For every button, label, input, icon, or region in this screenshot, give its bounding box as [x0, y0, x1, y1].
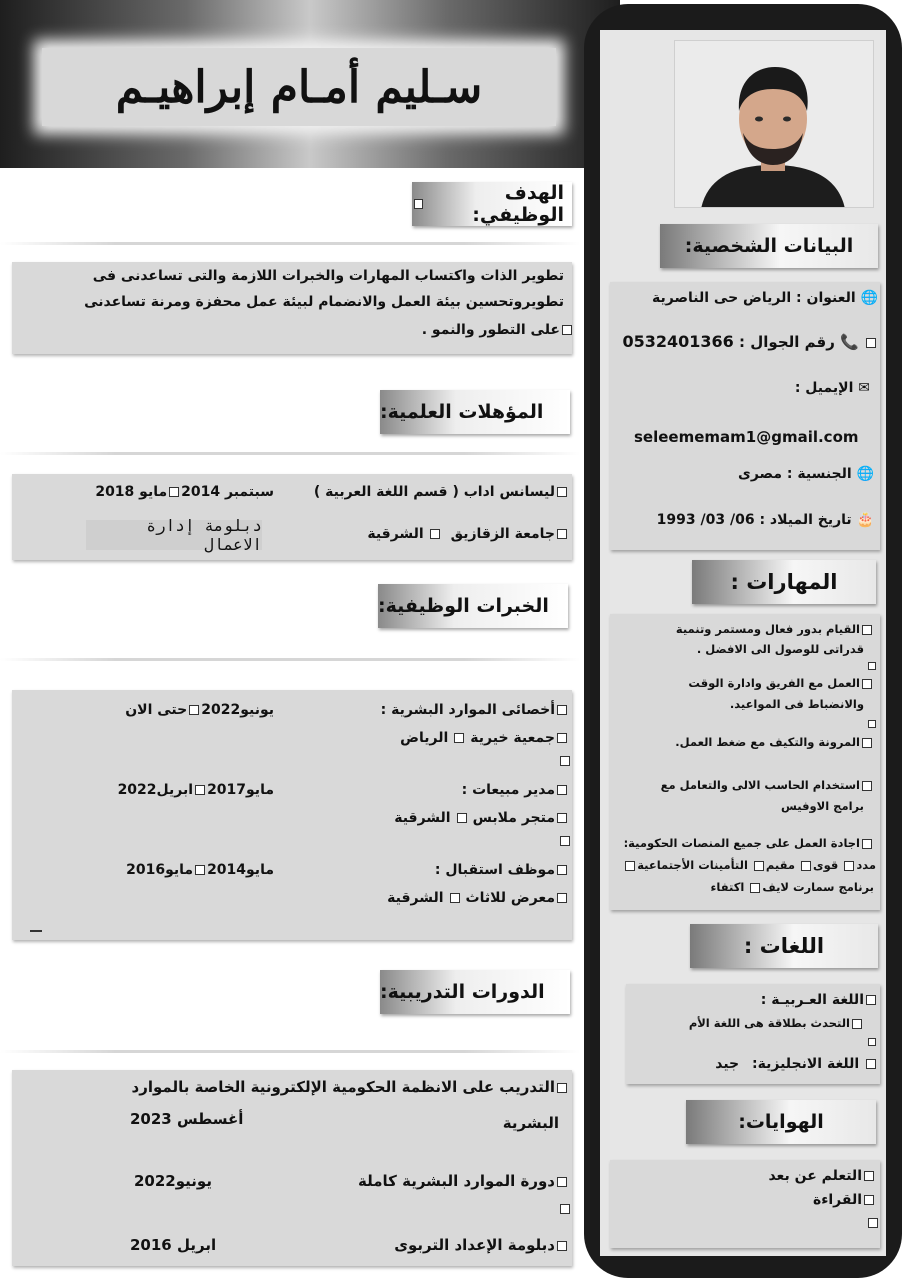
- checkbox-icon: [844, 861, 854, 871]
- degree-text: ليسانس اداب ( قسم اللغة العربية ): [313, 484, 555, 500]
- job-org: معرض للاثاث: [465, 890, 555, 906]
- checkbox-icon: [801, 861, 811, 871]
- course-name-cont: البشرية: [502, 1114, 559, 1132]
- english-level: جيد: [715, 1056, 740, 1072]
- platform-name: مدد: [856, 858, 876, 872]
- job-from: مايو2014: [207, 862, 274, 878]
- checkbox-icon: [862, 738, 872, 748]
- personal-info-title-text: البيانات الشخصية:: [684, 235, 854, 257]
- objective-title-text: الهدف الوظيفي:: [472, 182, 564, 226]
- english-row: [715, 1056, 878, 1072]
- checkbox-icon: [557, 785, 567, 795]
- dash-mark: [30, 930, 42, 932]
- courses-title: [380, 970, 570, 1014]
- checkbox-icon: [868, 1038, 876, 1046]
- name-plate: [42, 48, 556, 126]
- email-row: [795, 380, 870, 396]
- phone-label: رقم الجوال :: [739, 333, 835, 351]
- objective-line: تطوير الذات واكتساب المهارات والخبرات اللازمة والتى تساعدنى فى: [92, 268, 564, 284]
- checkbox-icon: [862, 839, 872, 849]
- skill-text: اجادة العمل على جميع المنصات الحكومية:: [623, 836, 860, 850]
- arabic-note: التحدث بطلاقة هى اللغة الأم: [688, 1016, 850, 1030]
- job-org-row: [400, 730, 569, 746]
- checkbox-icon: [866, 995, 876, 1005]
- objective-line: تطويروتحسين بيئة العمل والانضمام لبيئة عمل محفزة ومرنة تساعدنى: [84, 294, 564, 310]
- course-date: يونيو2022: [134, 1172, 212, 1190]
- job-city: الشرقية: [387, 890, 444, 906]
- checkbox-icon: [750, 883, 760, 893]
- checkbox-icon: [560, 1204, 570, 1214]
- platform-name: التأمينات الأجتماعية: [637, 858, 748, 872]
- job-to: حتى الان: [125, 702, 188, 718]
- checkbox-icon: [169, 487, 179, 497]
- job-to: مايو2016: [126, 862, 194, 878]
- skills-title-text: المهارات :: [730, 570, 838, 594]
- dob-row: [657, 512, 874, 528]
- checkbox-icon: [457, 813, 467, 823]
- checkbox-icon: [557, 487, 567, 497]
- hobbies-title: [686, 1100, 876, 1144]
- skill-text: المرونة والتكيف مع ضغط العمل.: [675, 735, 860, 749]
- checkbox-icon: [864, 1195, 874, 1205]
- job-period: [125, 702, 274, 718]
- profile-photo: [674, 40, 874, 208]
- objective-line-last: [422, 322, 574, 338]
- checkbox-icon: [868, 662, 876, 670]
- skill-item: [661, 778, 874, 792]
- checkbox-icon: [557, 733, 567, 743]
- courses-title-text: الدورات التدريبية:: [380, 981, 545, 1003]
- skill-item: [624, 836, 874, 850]
- skill-text: العمل مع الفريق وادارة الوقت: [688, 676, 860, 690]
- skill-text: قدراتى للوصول الى الافضل .: [696, 642, 864, 656]
- skill-item: [676, 622, 874, 636]
- nationality-label: الجنسية :: [786, 466, 852, 482]
- course-row: [394, 1236, 569, 1254]
- university-city: الشرقية: [367, 526, 424, 542]
- email-value: seleememam1@gmail.com: [634, 428, 859, 446]
- checkbox-icon: [866, 1059, 876, 1069]
- checkbox-icon: [562, 325, 572, 335]
- globe-icon: 🌐: [860, 290, 878, 306]
- divider: [0, 242, 580, 245]
- job-role: مدير مبيعات :: [461, 782, 555, 798]
- job-org-row: [387, 890, 569, 906]
- job-org: متجر ملابس: [472, 810, 555, 826]
- job-role-row: [462, 782, 569, 798]
- job-org-row: [394, 810, 569, 826]
- candidate-name: سـليم أمـام إبراهيـم: [115, 61, 483, 113]
- phone-icon: 📞: [840, 333, 859, 351]
- job-to: ابريل2022: [117, 782, 194, 798]
- course-row: [132, 1078, 569, 1096]
- experience-title-text: الخبرات الوظيفية:: [378, 595, 549, 617]
- checkbox-icon: [557, 1241, 567, 1251]
- hobby-text: التعلم عن بعد: [768, 1168, 862, 1184]
- skill-text: استخدام الحاسب الالى والتعامل مع: [660, 778, 860, 792]
- job-city: الرياض: [400, 730, 449, 746]
- person-portrait-icon: [674, 41, 873, 208]
- platform-name: برنامج سمارت لايف: [762, 880, 874, 894]
- checkbox-icon: [852, 1019, 862, 1029]
- course-name: دورة الموارد البشرية كاملة: [358, 1172, 555, 1190]
- envelope-icon: ✉: [858, 380, 870, 396]
- skills-title: [692, 560, 876, 604]
- languages-title: [690, 924, 878, 968]
- diploma-text: دبلومة إدارة الاعمال: [146, 516, 262, 554]
- platform-name: قوى: [813, 858, 839, 872]
- arabic-row: [761, 992, 878, 1008]
- checkbox-icon: [560, 836, 570, 846]
- course-date: أغسطس 2023: [130, 1110, 244, 1128]
- checkbox-icon: [557, 1177, 567, 1187]
- checkbox-icon: [625, 861, 635, 871]
- checkbox-icon: [557, 893, 567, 903]
- qualifications-title: [380, 390, 570, 434]
- qualifications-title-text: المؤهلات العلمية:: [380, 401, 544, 423]
- hobbies-title-text: الهوايات:: [738, 1111, 824, 1133]
- checkbox-icon: [195, 865, 205, 875]
- course-name: دبلومة الإعداد التربوى: [394, 1236, 555, 1254]
- job-role: موظف استقبال :: [434, 862, 555, 878]
- job-period: [118, 782, 274, 798]
- skill-text: القيام بدور فعال ومستمر وتنمية: [675, 622, 860, 636]
- nationality-value: مصرى: [738, 466, 783, 482]
- course-name: التدريب على الانظمة الحكومية الإلكترونية الخاصة بالموارد: [131, 1078, 555, 1096]
- skill-item: [675, 735, 874, 749]
- divider: [0, 1050, 580, 1053]
- job-city: الشرقية: [394, 810, 451, 826]
- arabic-note-row: [689, 1016, 864, 1030]
- objective-line: على التطور والنمو .: [421, 322, 560, 338]
- divider: [0, 658, 580, 661]
- checkbox-icon: [557, 813, 567, 823]
- checkbox-icon: [557, 529, 567, 539]
- checkbox-icon: [454, 733, 464, 743]
- languages-title-text: اللغات :: [743, 934, 825, 958]
- degree-row: [314, 484, 569, 500]
- checkbox-icon: [414, 199, 423, 209]
- checkbox-icon: [560, 756, 570, 766]
- dob-value: 06/ 03/ 1993: [656, 512, 755, 528]
- email-label: الإيميل :: [794, 380, 854, 396]
- platform-name: مقيم: [765, 858, 796, 872]
- dob-label: تاريخ الميلاد :: [759, 512, 852, 528]
- platform-name: اكتفاء: [710, 880, 745, 894]
- checkbox-icon: [868, 1218, 878, 1228]
- platforms-row: [623, 858, 876, 872]
- arabic-label: اللغة العـربيـة :: [760, 992, 864, 1008]
- period-end: مايو 2018: [95, 484, 168, 500]
- checkbox-icon: [864, 1171, 874, 1181]
- university-name: جامعة الزقازيق: [450, 526, 555, 542]
- checkbox-icon: [430, 529, 440, 539]
- job-role: أخصائى الموارد البشرية :: [380, 702, 555, 718]
- hobby-text: القراءة: [812, 1192, 862, 1208]
- period-start: سبتمبر 2014: [181, 484, 274, 500]
- checkbox-icon: [557, 1083, 567, 1093]
- divider: [0, 452, 580, 455]
- checkbox-icon: [754, 861, 764, 871]
- job-role-row: [381, 702, 569, 718]
- address-label: العنوان :: [796, 290, 856, 306]
- address-row: [652, 290, 878, 306]
- job-role-row: [435, 862, 569, 878]
- skill-text: برامج الاوفيس: [781, 799, 864, 813]
- job-from: يونيو2022: [201, 702, 274, 718]
- degree-period: [95, 484, 274, 500]
- diploma-box: [86, 516, 262, 554]
- course-row: [358, 1172, 569, 1190]
- checkbox-icon: [862, 781, 872, 791]
- university-row: [367, 526, 569, 542]
- checkbox-icon: [557, 705, 567, 715]
- checkbox-icon: [862, 679, 872, 689]
- hobby-item: [813, 1192, 876, 1208]
- cake-icon: 🎂: [856, 512, 874, 528]
- platforms-row-2: [711, 880, 874, 894]
- skill-item: [688, 676, 874, 690]
- checkbox-icon: [450, 893, 460, 903]
- course-date: ابريل 2016: [130, 1236, 217, 1254]
- job-period: [126, 862, 274, 878]
- personal-info-panel: [610, 282, 880, 550]
- hobby-item: [768, 1168, 876, 1184]
- experience-title: [378, 584, 568, 628]
- checkbox-icon: [862, 625, 872, 635]
- english-label: اللغة الانجليزية:: [752, 1056, 860, 1072]
- address-value: الرياض حى الناصرية: [652, 290, 792, 306]
- checkbox-icon: [866, 338, 876, 348]
- globe-icon: 🌐: [856, 466, 874, 482]
- checkbox-icon: [189, 705, 199, 715]
- checkbox-icon: [557, 865, 567, 875]
- skill-text: والانضباط فى المواعيد.: [729, 697, 864, 711]
- nationality-row: [738, 466, 874, 482]
- job-org: جمعية خيرية: [470, 730, 555, 746]
- personal-info-title: [660, 224, 878, 268]
- phone-value: 0532401366: [622, 332, 734, 351]
- checkbox-icon: [868, 720, 876, 728]
- phone-row: [622, 332, 878, 351]
- job-from: مايو2017: [207, 782, 274, 798]
- objective-title: [412, 182, 572, 226]
- checkbox-icon: [195, 785, 205, 795]
